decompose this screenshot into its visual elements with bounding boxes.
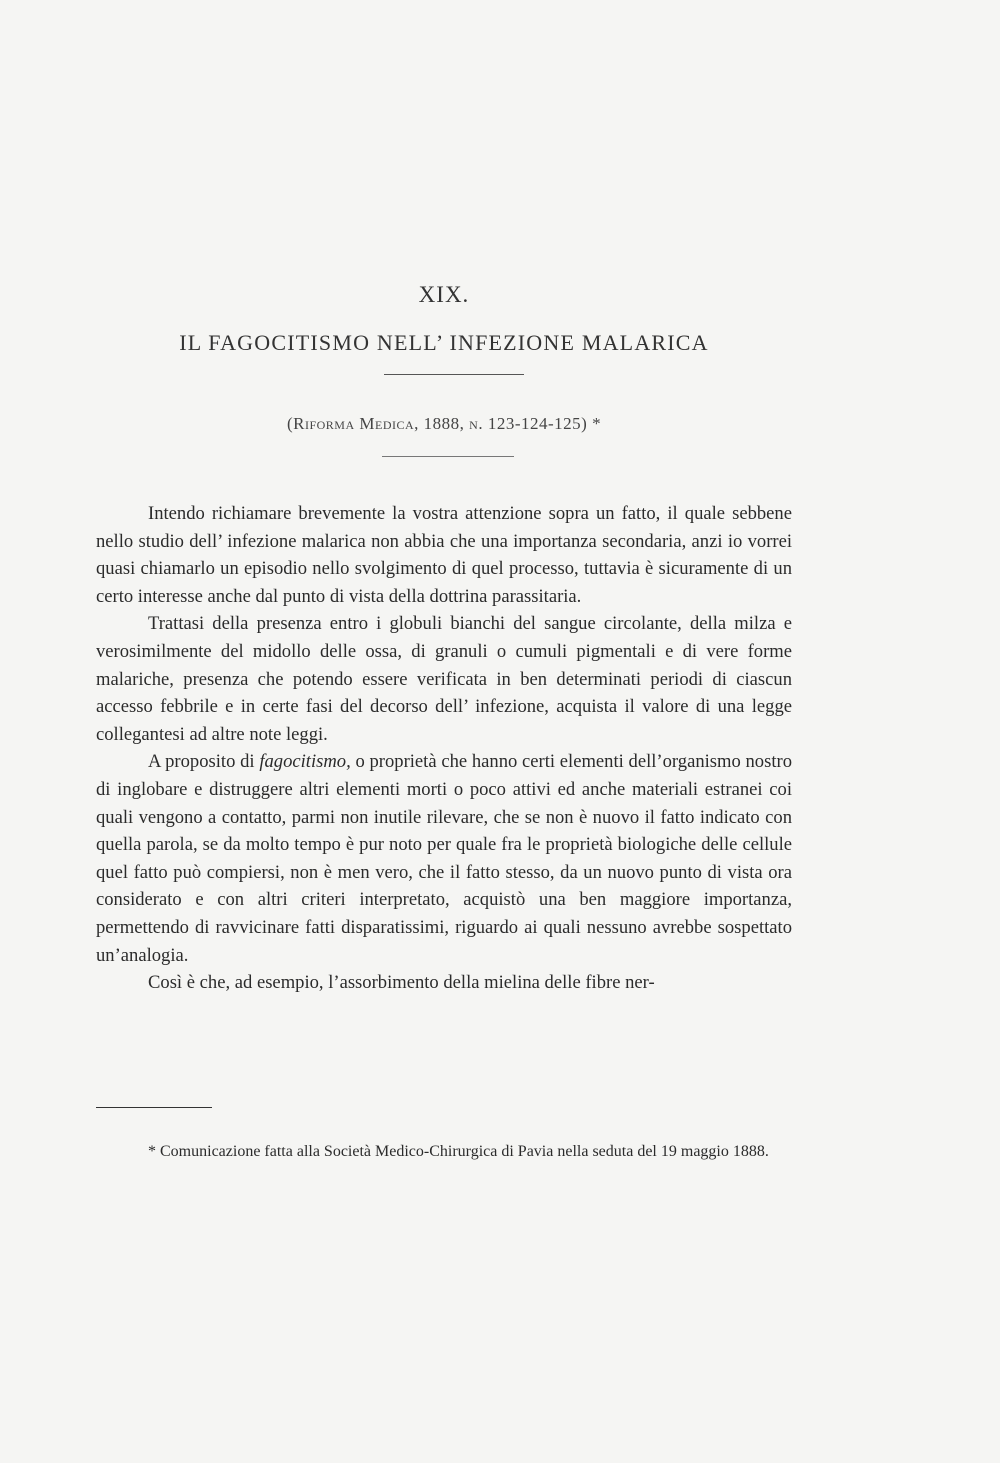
footnote: * Comunicazione fatta alla Società Medico-Chirurgica di Pavia nella seduta del 19 maggio 1888. bbox=[148, 1143, 769, 1160]
source-divider bbox=[382, 456, 514, 457]
source-open-paren: ( bbox=[286, 414, 294, 433]
footnote-marker[interactable]: * bbox=[592, 414, 602, 433]
paragraph-2: Trattasi della presenza entro i globuli bianchi del sangue circolante, della milza e verosimilmente del midollo delle ossa, di granuli o cumuli pigmentali e di vere forme malariche, presenza che potendo essere verificata in ben determinati periodi di ciascun accesso febbrile e in certe fasi del decorso dell’ infezione, acquista il valore di una legge collegantesi ad altre note leggi. bbox=[96, 613, 792, 745]
source-year: 1888, bbox=[418, 414, 470, 433]
source-issue: 123-124-125) bbox=[483, 414, 593, 433]
chapter-number: XIX. bbox=[418, 282, 470, 307]
source-number-label: n. bbox=[469, 414, 484, 433]
paragraph-3-rest: o proprietà che hanno certi elementi dell’organismo nostro di inglobare e distruggere altri elementi morti o poco attivi ed anche materiali estranei coi quali vengono a contatto, parmi non inutile rilevare, che se non è nuovo il fatto indicato con quella parola, se da molto tempo è pur noto per quale fra le proprietà biologiche delle cellule quel fatto può compiersi, non è men vero, che il fatto stesso, da un nuovo punto di vista ora considerato e con altri criteri interpretato, acquistò una ben maggiore importanza, permettendo di ravvicinare fatti disparatissimi, riguardo ai quali nessuno avrebbe sospettato un’analogia. bbox=[96, 751, 792, 966]
body-text bbox=[96, 500, 792, 997]
title-divider bbox=[384, 374, 524, 375]
footnote-divider bbox=[96, 1107, 212, 1108]
paragraph-4: Così è che, ad esempio, l’assorbimento della mielina delle fibre ner- bbox=[148, 972, 655, 994]
source-journal: Riforma Medica, bbox=[293, 414, 419, 433]
paragraph-1: Intendo richiamare brevemente la vostra attenzione sopra un fatto, il quale sebbene nello studio dell’ infezione malarica non abbia che una importanza secondaria, anzi io vorrei quasi chiamarlo un episodio nello svolgimento di quel processo, tuttavia è sicuramente di un certo interesse anche dal punto di vista della dottrina parassitaria. bbox=[96, 503, 792, 607]
paragraph-3 bbox=[96, 748, 792, 969]
book-page bbox=[96, 0, 792, 1463]
chapter-title: IL FAGOCITISMO NELL’ INFEZIONE MALARICA bbox=[179, 330, 709, 355]
source-citation bbox=[96, 414, 792, 434]
paragraph-3-italic-term: fagocitismo, bbox=[259, 751, 351, 773]
paragraph-3-start: A proposito di bbox=[148, 751, 260, 773]
